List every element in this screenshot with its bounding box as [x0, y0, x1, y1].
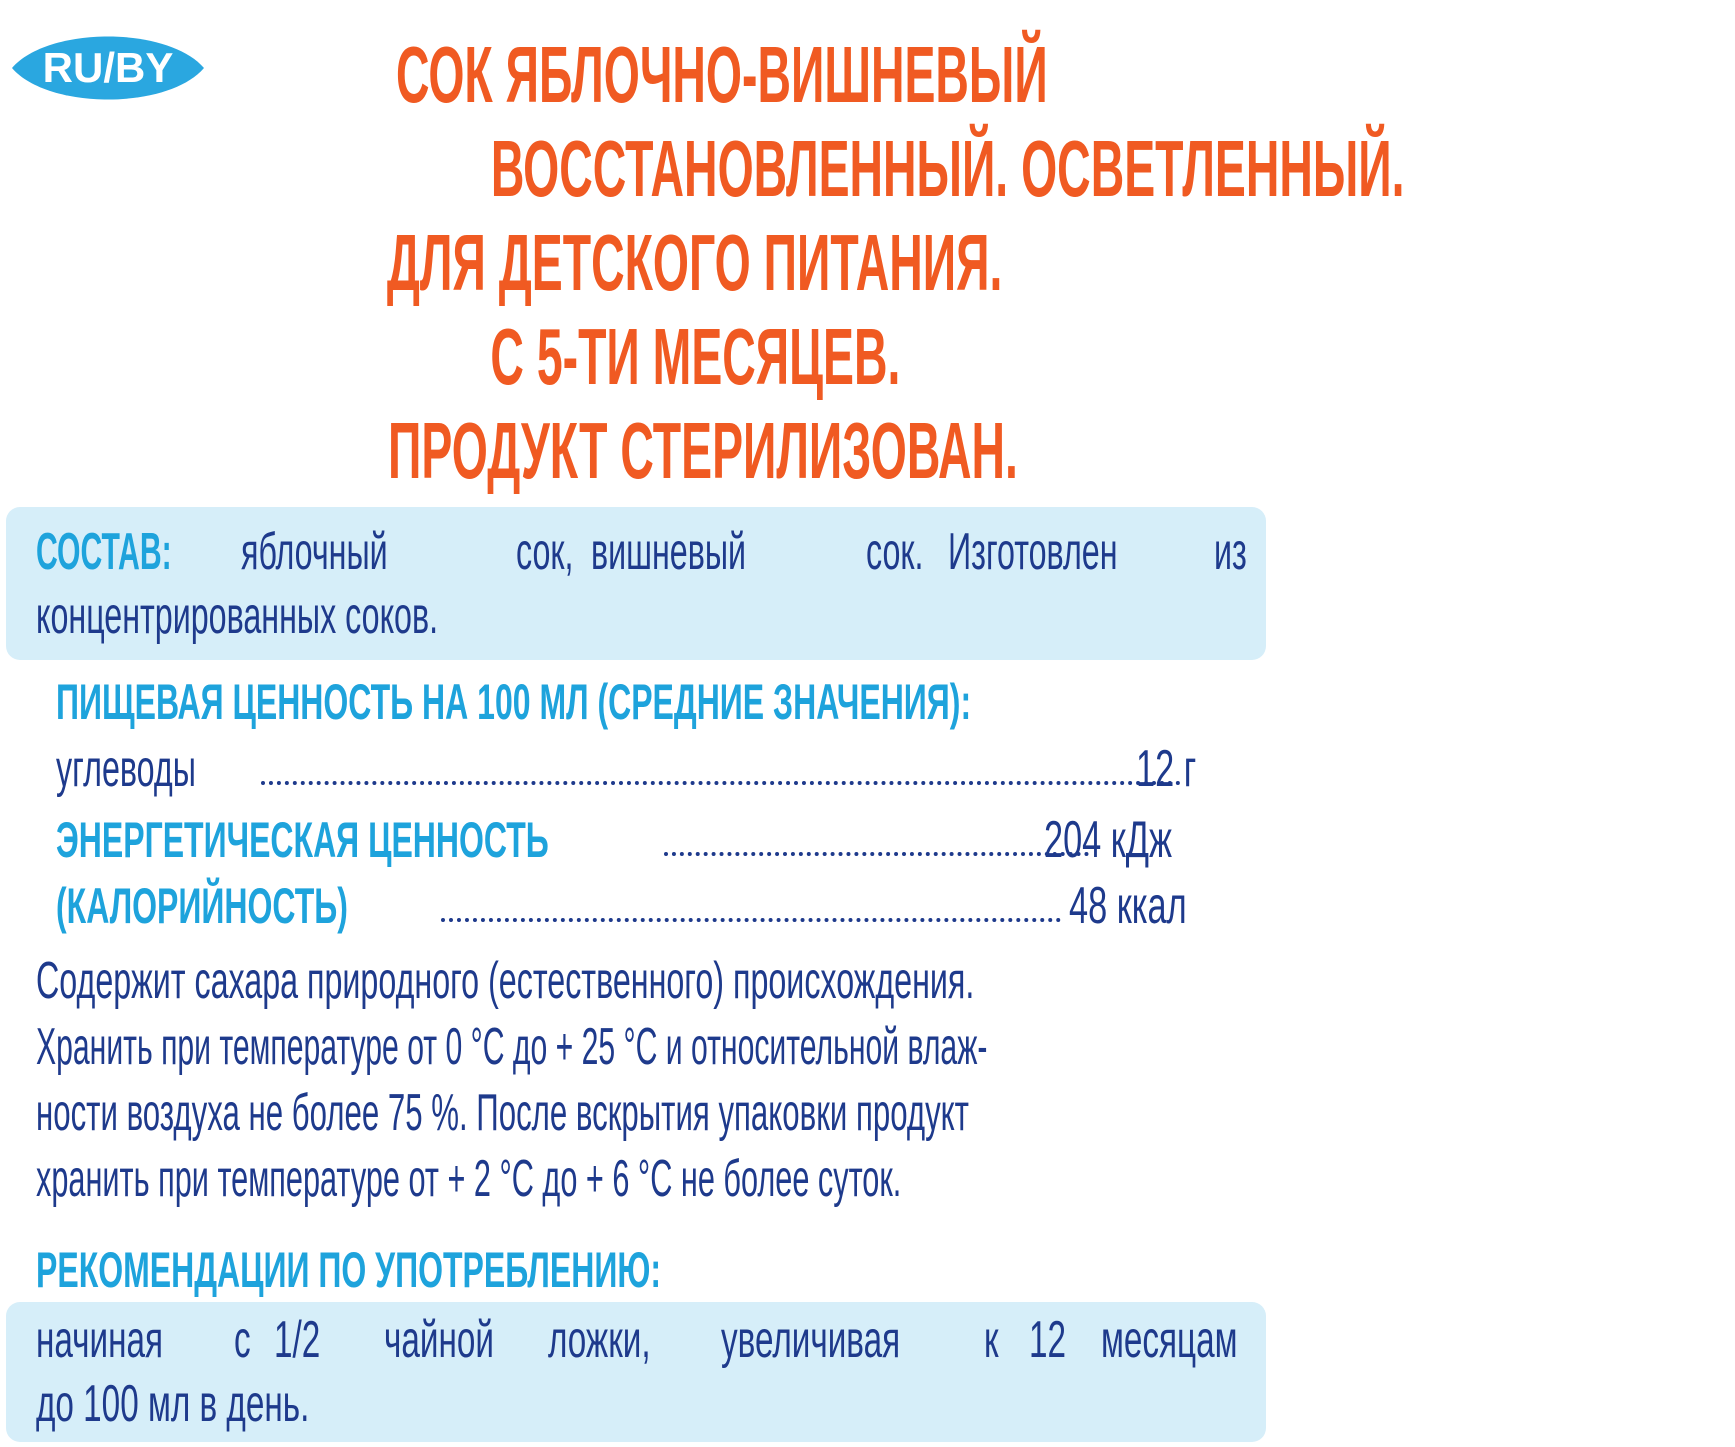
- energy-label: ЭНЕРГЕТИЧЕСКАЯ ЦЕННОСТЬ: [56, 812, 549, 868]
- rec-word: начиная: [36, 1311, 163, 1369]
- energy-value: 204 кДж: [1044, 811, 1173, 869]
- calories-row: [56, 874, 1226, 938]
- calories-label: (КАЛОРИЙНОСТЬ): [56, 878, 348, 934]
- rec-word: увеличивая: [721, 1311, 901, 1369]
- composition-word: яблочный: [241, 523, 388, 581]
- rec-word: чайной: [384, 1311, 494, 1369]
- storage-line: хранить при температуре от + 2 °С до + 6 °С не более суток.: [36, 1150, 902, 1208]
- rec-word: 1/2: [274, 1311, 321, 1369]
- composition-line2: концентрированных соков.: [36, 587, 439, 645]
- carbs-row: [56, 737, 1226, 801]
- composition-word: Изготовлен: [948, 523, 1118, 581]
- composition-label: СОСТАВ:: [36, 523, 172, 581]
- dot-leader: [441, 918, 1061, 922]
- storage-text: [36, 948, 1261, 1212]
- title-line: ДЛЯ ДЕТСКОГО ПИТАНИЯ.: [387, 218, 1003, 307]
- title-line: С 5-ТИ МЕСЯЦЕВ.: [490, 312, 900, 401]
- composition-text: [36, 520, 1258, 648]
- dot-leader: [664, 852, 1089, 856]
- storage-line: Содержит сахара природного (естественного) происхождения.: [36, 952, 975, 1010]
- storage-line: Хранить при температуре от 0 °С до + 25 °С и относительной влаж-: [36, 1018, 988, 1076]
- rec-word: месяцам: [1101, 1311, 1238, 1369]
- title-line: ПРОДУКТ СТЕРИЛИЗОВАН.: [388, 406, 1018, 495]
- storage-line: ности воздуха не более 75 %. После вскрытия упаковки продукт: [36, 1084, 969, 1142]
- rec-word: ложки,: [548, 1311, 651, 1369]
- recommendations-text: [36, 1308, 1258, 1436]
- composition-word: сок.: [866, 523, 924, 581]
- composition-word: из: [1214, 523, 1247, 581]
- product-title: [160, 28, 1405, 498]
- title-line: СОК ЯБЛОЧНО-ВИШНЕВЫЙ: [395, 30, 1048, 119]
- language-label: RU/BY: [42, 44, 174, 91]
- rec-word: к: [984, 1311, 999, 1369]
- nutrition-heading: ПИЩЕВАЯ ЦЕННОСТЬ НА 100 МЛ (СРЕДНИЕ ЗНАЧЕНИЯ):: [56, 674, 972, 730]
- recommendations-heading: РЕКОМЕНДАЦИИ ПО УПОТРЕБЛЕНИЮ:: [36, 1242, 661, 1298]
- title-line: ВОССТАНОВЛЕННЫЙ. ОСВЕТЛЕННЫЙ.: [490, 124, 1405, 213]
- rec-word: с: [234, 1311, 251, 1369]
- composition-word: вишневый: [591, 523, 747, 581]
- dot-leader: [261, 781, 1181, 785]
- carbs-value: 12 г: [1136, 740, 1197, 798]
- calories-value: 48 ккал: [1069, 877, 1187, 935]
- energy-row: [56, 808, 1226, 872]
- composition-word: сок,: [516, 523, 574, 581]
- rec-word: 12: [1029, 1311, 1067, 1369]
- rec-line2: до 100 мл в день.: [36, 1375, 310, 1433]
- carbs-label: углеводы: [56, 740, 196, 798]
